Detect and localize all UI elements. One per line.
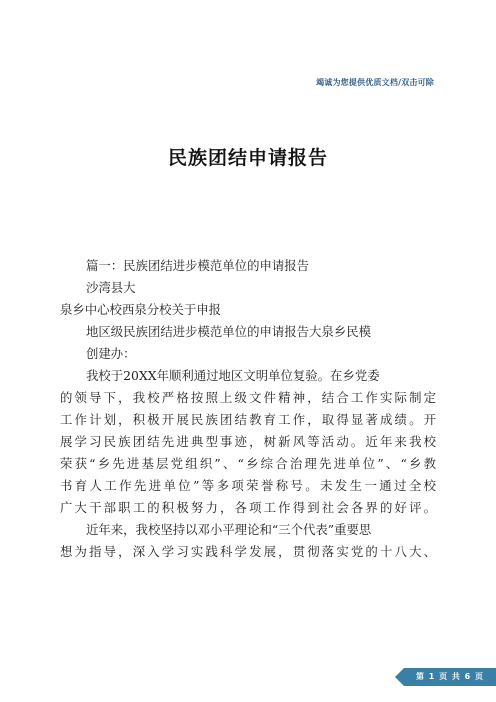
paragraph-line: 近年来，我校坚持以邓小平理论和“三个代表”重要思 xyxy=(86,522,372,537)
paragraph-line: 工作计划，积极开展民族团结教育工作，取得显著成绩。开 xyxy=(60,412,436,427)
paragraph-line: 展学习民族团结先进典型事迹，树新风等活动。近年来我校 xyxy=(60,434,436,449)
paragraph-line: 荣获“乡先进基层党组织”、“乡综合治理先进单位”、“乡教 xyxy=(60,456,436,471)
paragraph-line: 的领导下，我校严格按照上级文件精神，结合工作实际制定 xyxy=(60,390,436,405)
paragraph-line: 广大干部职工的积极努力，各项工作得到社会各界的好评。 xyxy=(60,500,436,515)
paragraph-line: 我校于20XX年顺利通过地区文明单位复验。在乡党委 xyxy=(86,368,380,383)
document-title: 民族团结申请报告 xyxy=(167,147,328,169)
page-indicator-badge: 第 1 页 共 6 页 xyxy=(404,668,496,686)
paragraph-line: 篇一：民族团结进步模范单位的申请报告 xyxy=(86,258,310,273)
paragraph-line: 想为指导，深入学习实践科学发展，贯彻落实党的十八大、 xyxy=(60,544,436,559)
paragraph-line: 沙湾县大 xyxy=(86,280,136,295)
paragraph-line: 书育人工作先进单位”等多项荣誉称号。未发生一通过全校 xyxy=(60,478,436,493)
header-note: 竭诚为您提供优质文档/双击可除 xyxy=(316,78,434,87)
paragraph-line: 地区级民族团结进步模范单位的申请报告大泉乡民模 xyxy=(86,324,371,339)
paragraph-line: 创建办： xyxy=(86,346,136,361)
document-body xyxy=(60,255,436,563)
paragraph-line: 泉乡中心校西泉分校关于申报 xyxy=(60,302,222,317)
